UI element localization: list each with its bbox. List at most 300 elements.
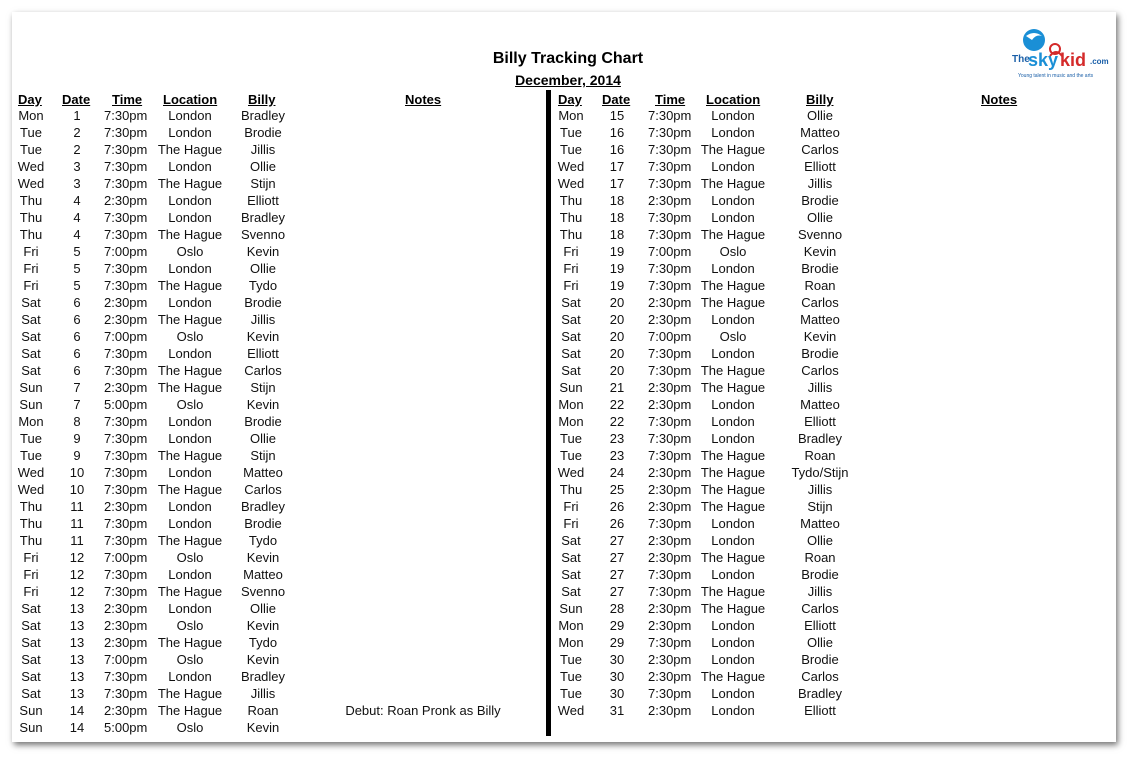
cell-billy: Kevin: [803, 244, 837, 259]
cell-location: London: [168, 108, 212, 123]
cell-date: 10: [69, 465, 85, 480]
cell-date: 22: [609, 397, 625, 412]
cell-billy: Jillis: [250, 686, 276, 701]
cell-location: The Hague: [157, 176, 223, 191]
cell-billy: Carlos: [244, 482, 282, 497]
cell-location: The Hague: [700, 380, 766, 395]
cell-day: Thu: [19, 516, 43, 531]
cell-date: 10: [69, 482, 85, 497]
cell-location: London: [711, 618, 755, 633]
cell-day: Sun: [19, 397, 43, 412]
cell-billy: Matteo: [800, 125, 840, 140]
cell-location: London: [711, 125, 755, 140]
cell-billy: Brodie: [244, 414, 282, 429]
cell-location: The Hague: [157, 533, 223, 548]
cell-day: Mon: [558, 618, 584, 633]
cell-day: Wed: [557, 703, 585, 718]
cell-date: 3: [73, 176, 81, 191]
left-header-time: Time: [112, 92, 143, 107]
cell-billy: Roan: [804, 550, 836, 565]
cell-location: The Hague: [157, 380, 223, 395]
cell-date: 13: [69, 652, 85, 667]
cell-time: 2:30pm: [648, 601, 692, 616]
cell-location: London: [711, 703, 755, 718]
cell-date: 28: [609, 601, 625, 616]
cell-time: 7:30pm: [104, 482, 148, 497]
cell-location: London: [711, 261, 755, 276]
cell-date: 19: [609, 278, 625, 293]
cell-billy: Jillis: [807, 584, 833, 599]
left-header-day: Day: [18, 92, 42, 107]
cell-time: 7:30pm: [648, 125, 692, 140]
cell-date: 14: [69, 703, 85, 718]
cell-location: London: [711, 431, 755, 446]
cell-time: 2:30pm: [104, 635, 148, 650]
cell-billy: Carlos: [801, 363, 839, 378]
cell-day: Thu: [19, 499, 43, 514]
cell-day: Sun: [559, 380, 583, 395]
cell-day: Sat: [21, 601, 41, 616]
cell-date: 14: [69, 720, 85, 735]
cell-time: 7:30pm: [648, 635, 692, 650]
cell-day: Fri: [23, 584, 39, 599]
cell-time: 7:30pm: [104, 414, 148, 429]
logo-tagline: Young talent in music and the arts: [1018, 73, 1094, 79]
cell-day: Sat: [21, 346, 41, 361]
cell-date: 6: [73, 329, 81, 344]
cell-time: 7:30pm: [648, 431, 692, 446]
cell-location: London: [168, 465, 212, 480]
cell-date: 11: [70, 516, 84, 531]
cell-date: 11: [70, 533, 84, 548]
cell-location: Oslo: [719, 244, 747, 259]
cell-date: 1: [73, 108, 81, 123]
cell-location: London: [168, 431, 212, 446]
cell-location: London: [168, 193, 212, 208]
cell-date: 15: [609, 108, 625, 123]
cell-time: 7:30pm: [648, 346, 692, 361]
cell-date: 30: [609, 652, 625, 667]
cell-location: London: [711, 686, 755, 701]
cell-date: 29: [609, 618, 625, 633]
cell-location: Oslo: [719, 329, 747, 344]
cell-day: Sat: [21, 635, 41, 650]
cell-day: Fri: [23, 567, 39, 582]
cell-date: 7: [73, 380, 81, 395]
cell-day: Tue: [560, 125, 582, 140]
cell-billy: Svenno: [240, 227, 286, 242]
cell-time: 7:30pm: [104, 584, 148, 599]
cell-time: 7:30pm: [648, 142, 692, 157]
cell-location: The Hague: [157, 278, 223, 293]
cell-date: 27: [609, 567, 625, 582]
cell-location: The Hague: [157, 635, 223, 650]
cell-billy: Elliott: [247, 346, 279, 361]
logo-the: The: [1012, 54, 1030, 65]
cell-location: The Hague: [700, 142, 766, 157]
cell-day: Fri: [23, 261, 39, 276]
cell-billy: Ollie: [806, 635, 833, 650]
logo-sky: sky: [1028, 50, 1059, 70]
cell-day: Sun: [19, 380, 43, 395]
cell-billy: Ollie: [806, 108, 833, 123]
cell-billy: Stijn: [807, 499, 833, 514]
cell-date: 23: [609, 431, 625, 446]
cell-time: 7:30pm: [648, 363, 692, 378]
cell-billy: Roan: [804, 448, 836, 463]
cell-day: Thu: [19, 533, 43, 548]
cell-location: London: [168, 125, 212, 140]
cell-location: The Hague: [700, 669, 766, 684]
cell-location: The Hague: [157, 142, 223, 157]
cell-billy: Matteo: [800, 397, 840, 412]
cell-billy: Ollie: [806, 533, 833, 548]
cell-date: 31: [609, 703, 625, 718]
cell-date: 16: [609, 125, 625, 140]
cell-location: The Hague: [700, 550, 766, 565]
cell-billy: Elliott: [804, 703, 836, 718]
cell-day: Fri: [563, 516, 579, 531]
cell-billy: Carlos: [244, 363, 282, 378]
cell-time: 7:30pm: [104, 516, 148, 531]
page-subtitle: December, 2014: [515, 72, 621, 88]
cell-location: London: [168, 159, 212, 174]
cell-date: 17: [609, 176, 625, 191]
cell-billy: Roan: [247, 703, 279, 718]
cell-time: 7:30pm: [104, 108, 148, 123]
cell-date: 18: [609, 227, 625, 242]
cell-day: Thu: [559, 227, 583, 242]
cell-day: Tue: [560, 652, 582, 667]
cell-date: 8: [73, 414, 81, 429]
cell-day: Mon: [558, 397, 584, 412]
cell-location: The Hague: [157, 363, 223, 378]
cell-billy: Kevin: [803, 329, 837, 344]
cell-time: 7:30pm: [104, 227, 148, 242]
cell-day: Wed: [557, 159, 585, 174]
cell-date: 20: [609, 312, 625, 327]
cell-day: Thu: [559, 210, 583, 225]
cell-location: The Hague: [700, 465, 766, 480]
cell-location: The Hague: [700, 448, 766, 463]
cell-day: Thu: [19, 193, 43, 208]
cell-time: 7:30pm: [104, 465, 148, 480]
cell-billy: Matteo: [800, 516, 840, 531]
cell-location: London: [168, 669, 212, 684]
cell-time: 7:30pm: [104, 448, 148, 463]
cell-time: 7:30pm: [104, 346, 148, 361]
cell-location: London: [711, 346, 755, 361]
cell-billy: Brodie: [244, 516, 282, 531]
cell-time: 2:30pm: [104, 193, 148, 208]
cell-time: 7:30pm: [648, 159, 692, 174]
cell-day: Wed: [17, 465, 45, 480]
cell-day: Thu: [559, 193, 583, 208]
cell-time: 5:00pm: [104, 397, 148, 412]
cell-date: 17: [609, 159, 625, 174]
cell-day: Sat: [21, 363, 41, 378]
cell-time: 2:30pm: [648, 533, 692, 548]
cell-location: Oslo: [176, 329, 204, 344]
cell-day: Sat: [561, 567, 581, 582]
cell-day: Mon: [18, 108, 44, 123]
cell-billy: Stijn: [250, 380, 276, 395]
cell-location: London: [711, 108, 755, 123]
cell-day: Mon: [558, 108, 584, 123]
cell-time: 7:30pm: [648, 227, 692, 242]
cell-billy: Jillis: [807, 482, 833, 497]
cell-location: London: [711, 312, 755, 327]
cell-date: 7: [73, 397, 81, 412]
cell-date: 13: [69, 686, 85, 701]
cell-billy: Elliott: [804, 618, 836, 633]
cell-time: 2:30pm: [104, 312, 148, 327]
cell-day: Sat: [561, 363, 581, 378]
cell-location: London: [168, 414, 212, 429]
cell-day: Mon: [558, 635, 584, 650]
cell-billy: Brodie: [801, 346, 839, 361]
cell-time: 7:30pm: [104, 159, 148, 174]
cell-billy: Kevin: [246, 244, 280, 259]
cell-location: London: [711, 397, 755, 412]
cell-day: Sat: [561, 346, 581, 361]
cell-date: 12: [69, 567, 85, 582]
cell-location: London: [711, 533, 755, 548]
cell-date: 4: [73, 227, 81, 242]
cell-time: 7:30pm: [104, 125, 148, 140]
cell-billy: Roan: [804, 278, 836, 293]
cell-billy: Jillis: [807, 176, 833, 191]
cell-day: Wed: [17, 482, 45, 497]
cell-date: 5: [73, 278, 81, 293]
cell-day: Tue: [560, 431, 582, 446]
cell-day: Wed: [17, 176, 45, 191]
cell-day: Fri: [23, 278, 39, 293]
cell-billy: Tydo: [248, 278, 278, 293]
cell-time: 7:30pm: [104, 142, 148, 157]
cell-billy: Kevin: [246, 329, 280, 344]
cell-day: Sat: [21, 295, 41, 310]
cell-date: 6: [73, 346, 81, 361]
cell-billy: Elliott: [247, 193, 279, 208]
cell-location: London: [168, 346, 212, 361]
cell-time: 7:00pm: [104, 652, 148, 667]
cell-time: 7:30pm: [648, 261, 692, 276]
cell-billy: Kevin: [246, 550, 280, 565]
cell-location: Oslo: [176, 618, 204, 633]
cell-billy: Brodie: [244, 125, 282, 140]
cell-date: 29: [609, 635, 625, 650]
cell-day: Fri: [563, 261, 579, 276]
cell-time: 2:30pm: [104, 703, 148, 718]
cell-date: 25: [609, 482, 625, 497]
cell-date: 20: [609, 329, 625, 344]
cell-date: 2: [73, 125, 81, 140]
cell-time: 2:30pm: [104, 295, 148, 310]
cell-time: 2:30pm: [648, 550, 692, 565]
cell-time: 7:30pm: [104, 567, 148, 582]
cell-location: London: [711, 652, 755, 667]
cell-billy: Carlos: [801, 601, 839, 616]
cell-notes: Debut: Roan Pronk as Billy: [345, 703, 501, 718]
cell-location: London: [168, 499, 212, 514]
cell-day: Sat: [21, 312, 41, 327]
cell-date: 27: [609, 533, 625, 548]
cell-billy: Stijn: [250, 176, 276, 191]
cell-location: Oslo: [176, 244, 204, 259]
cell-date: 5: [73, 261, 81, 276]
cell-billy: Bradley: [240, 499, 286, 514]
cell-location: The Hague: [157, 703, 223, 718]
cell-date: 22: [609, 414, 625, 429]
cell-time: 7:30pm: [104, 210, 148, 225]
cell-billy: Brodie: [801, 261, 839, 276]
cell-billy: Matteo: [243, 567, 283, 582]
cell-location: The Hague: [157, 312, 223, 327]
right-header-billy: Billy: [806, 92, 834, 107]
cell-billy: Tydo: [248, 635, 278, 650]
logo-kid: kid: [1060, 50, 1087, 70]
right-header-location: Location: [706, 92, 761, 107]
cell-location: London: [711, 159, 755, 174]
cell-time: 2:30pm: [648, 465, 692, 480]
cell-billy: Kevin: [246, 652, 280, 667]
cell-date: 11: [70, 499, 84, 514]
left-header-date: Date: [62, 92, 91, 107]
cell-location: The Hague: [157, 686, 223, 701]
cell-day: Tue: [20, 142, 42, 157]
cell-time: 2:30pm: [648, 703, 692, 718]
skykid-logo: [1010, 26, 1114, 84]
cell-time: 7:00pm: [648, 329, 692, 344]
cell-location: London: [168, 567, 212, 582]
cell-time: 2:30pm: [104, 380, 148, 395]
cell-time: 7:30pm: [648, 210, 692, 225]
cell-day: Sun: [19, 703, 43, 718]
cell-time: 7:30pm: [648, 278, 692, 293]
cell-time: 7:00pm: [648, 244, 692, 259]
cell-time: 7:30pm: [648, 686, 692, 701]
cell-date: 24: [609, 465, 625, 480]
cell-date: 13: [69, 635, 85, 650]
cell-location: London: [711, 635, 755, 650]
cell-billy: Ollie: [249, 159, 276, 174]
cell-location: The Hague: [700, 482, 766, 497]
cell-location: London: [168, 601, 212, 616]
cell-location: London: [711, 567, 755, 582]
cell-day: Thu: [19, 210, 43, 225]
cell-day: Tue: [560, 142, 582, 157]
cell-billy: Carlos: [801, 669, 839, 684]
cell-billy: Tydo/Stijn: [791, 465, 849, 480]
cell-day: Sat: [561, 312, 581, 327]
cell-date: 20: [609, 346, 625, 361]
cell-time: 2:30pm: [104, 499, 148, 514]
cell-billy: Bradley: [240, 210, 286, 225]
cell-time: 2:30pm: [648, 482, 692, 497]
cell-time: 7:30pm: [648, 516, 692, 531]
left-header-billy: Billy: [248, 92, 276, 107]
cell-location: The Hague: [700, 584, 766, 599]
cell-time: 2:30pm: [648, 652, 692, 667]
cell-date: 18: [609, 210, 625, 225]
cell-billy: Ollie: [249, 261, 276, 276]
cell-time: 7:30pm: [104, 363, 148, 378]
cell-billy: Brodie: [244, 295, 282, 310]
cell-location: The Hague: [700, 278, 766, 293]
cell-time: 7:30pm: [648, 108, 692, 123]
cell-day: Tue: [20, 431, 42, 446]
cell-day: Sat: [561, 533, 581, 548]
cell-date: 3: [73, 159, 81, 174]
cell-time: 7:30pm: [104, 261, 148, 276]
cell-time: 7:30pm: [104, 176, 148, 191]
left-header-location: Location: [163, 92, 218, 107]
cell-time: 7:30pm: [104, 533, 148, 548]
cell-billy: Svenno: [240, 584, 286, 599]
cell-billy: Carlos: [801, 295, 839, 310]
cell-date: 12: [69, 550, 85, 565]
cell-time: 2:30pm: [648, 193, 692, 208]
cell-day: Tue: [560, 669, 582, 684]
cell-location: Oslo: [176, 652, 204, 667]
cell-date: 18: [609, 193, 625, 208]
cell-day: Sun: [19, 720, 43, 735]
cell-day: Sat: [21, 652, 41, 667]
cell-time: 7:30pm: [648, 584, 692, 599]
cell-time: 7:30pm: [104, 431, 148, 446]
cell-time: 2:30pm: [104, 618, 148, 633]
cell-day: Thu: [559, 482, 583, 497]
cell-billy: Brodie: [801, 652, 839, 667]
cell-date: 30: [609, 686, 625, 701]
cell-location: Oslo: [176, 720, 204, 735]
cell-billy: Ollie: [249, 431, 276, 446]
cell-day: Wed: [557, 176, 585, 191]
cell-billy: Bradley: [797, 431, 843, 446]
cell-day: Mon: [558, 414, 584, 429]
cell-billy: Jillis: [250, 312, 276, 327]
cell-billy: Matteo: [800, 312, 840, 327]
cell-day: Tue: [20, 448, 42, 463]
cell-location: Oslo: [176, 397, 204, 412]
cell-billy: Ollie: [249, 601, 276, 616]
cell-date: 6: [73, 295, 81, 310]
cell-location: London: [168, 516, 212, 531]
cell-location: London: [711, 210, 755, 225]
cell-day: Sat: [21, 329, 41, 344]
cell-time: 7:30pm: [104, 278, 148, 293]
cell-billy: Kevin: [246, 720, 280, 735]
cell-date: 23: [609, 448, 625, 463]
cell-date: 5: [73, 244, 81, 259]
cell-time: 7:30pm: [648, 448, 692, 463]
logo-domain: .com: [1090, 57, 1109, 66]
left-header-notes: Notes: [405, 92, 442, 107]
cell-time: 7:30pm: [104, 669, 148, 684]
cell-date: 13: [69, 669, 85, 684]
cell-time: 7:00pm: [104, 329, 148, 344]
cell-date: 6: [73, 312, 81, 327]
cell-location: London: [711, 414, 755, 429]
cell-location: The Hague: [700, 295, 766, 310]
cell-location: The Hague: [700, 227, 766, 242]
cell-location: London: [168, 210, 212, 225]
cell-day: Mon: [18, 414, 44, 429]
cell-location: The Hague: [700, 176, 766, 191]
cell-date: 19: [609, 244, 625, 259]
cell-billy: Matteo: [243, 465, 283, 480]
